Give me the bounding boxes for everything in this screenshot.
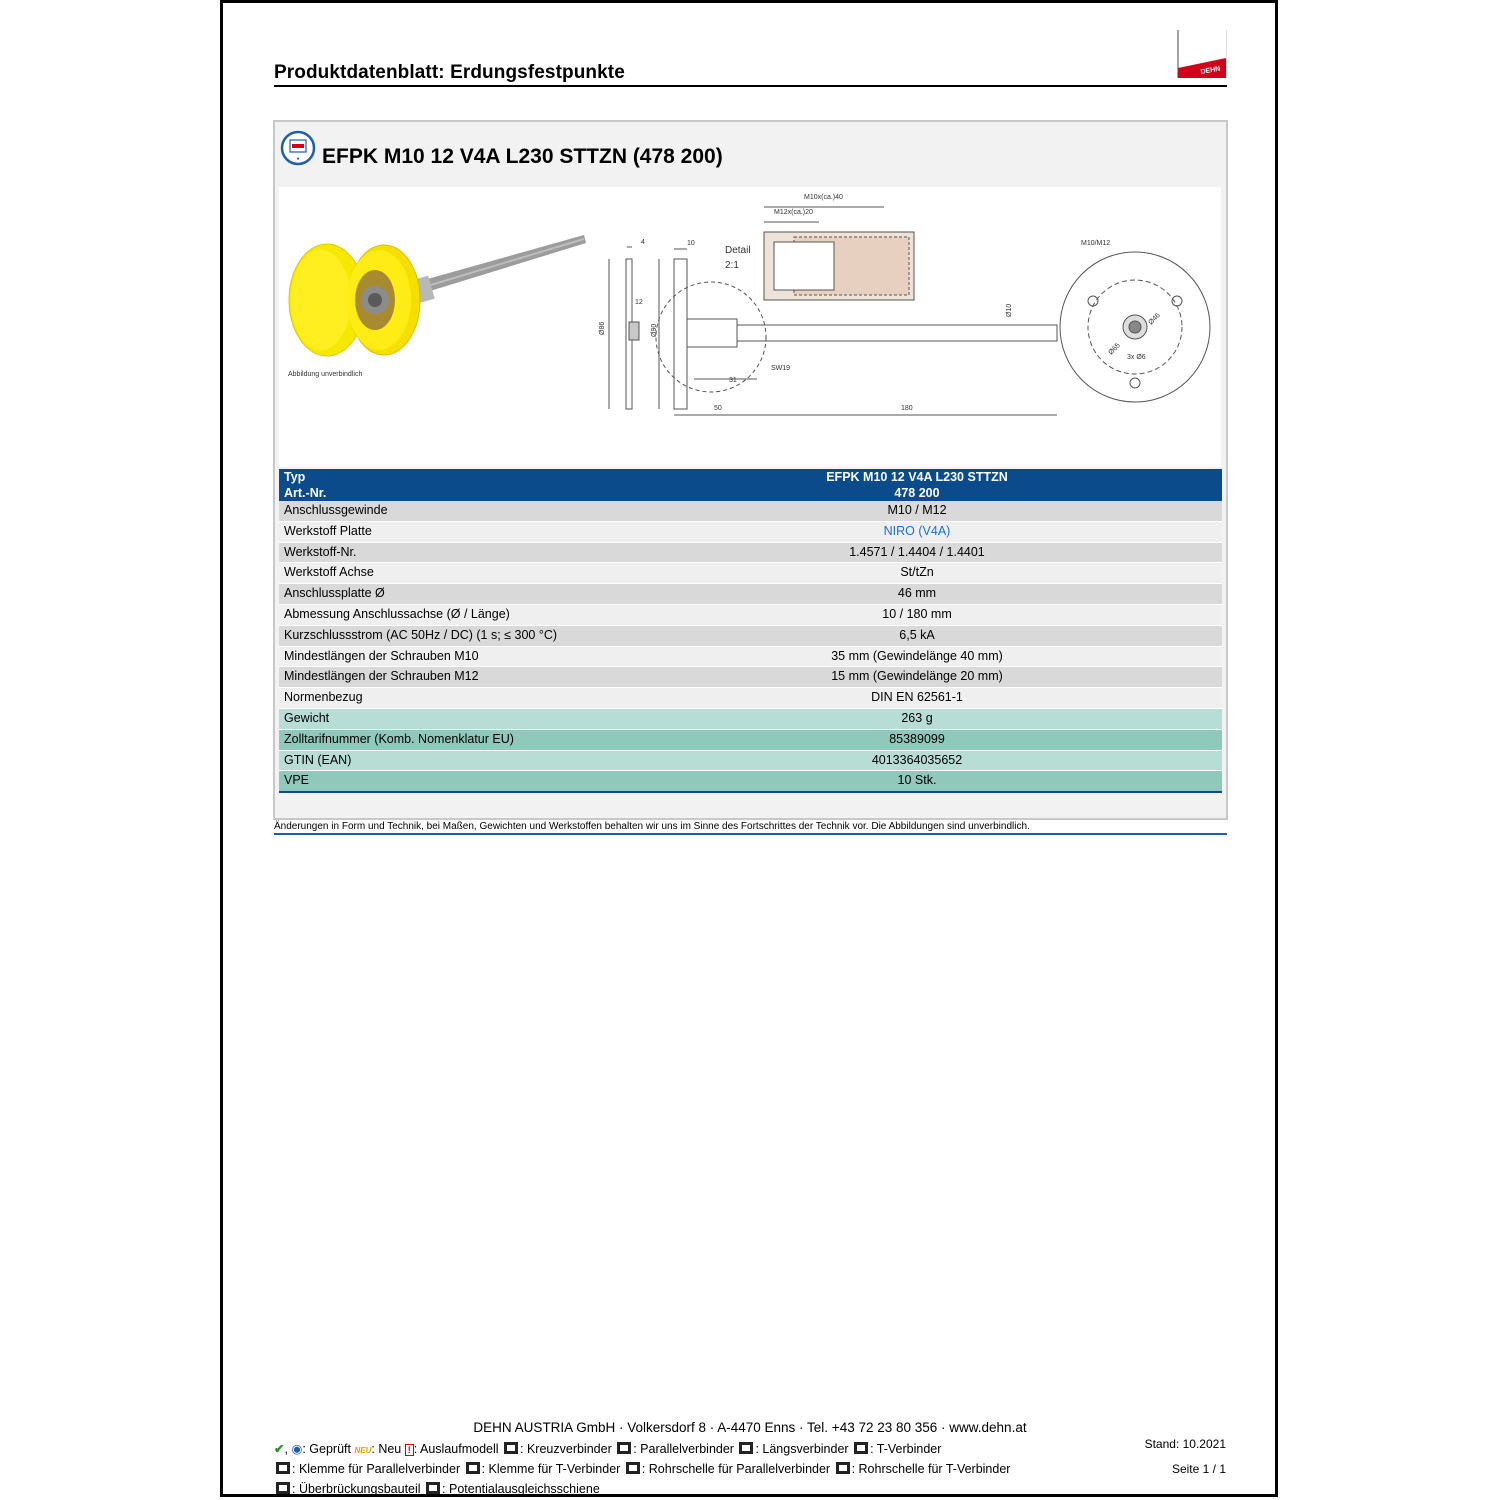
dim-sw19: SW19 xyxy=(771,365,791,372)
footer-page-number: Seite 1 / 1 xyxy=(1171,1462,1226,1476)
technical-drawing-front xyxy=(1060,252,1210,402)
dim-4: 4 xyxy=(641,239,645,246)
table-row xyxy=(279,688,1222,709)
row-value: 4013364035652 xyxy=(612,750,1222,771)
t-connector-icon xyxy=(854,1442,868,1454)
row-value: 6,5 kA xyxy=(612,625,1222,646)
row-value: 35 mm (Gewindelänge 40 mm) xyxy=(612,646,1222,667)
detail-label: Detail xyxy=(725,245,751,256)
table-row xyxy=(279,646,1222,667)
svg-text:●: ● xyxy=(296,156,300,162)
dim-holes: 3x Ø6 xyxy=(1127,354,1146,361)
dim-31: 31 xyxy=(729,377,737,384)
legend-line-2 xyxy=(274,1462,1010,1476)
clamp-t-icon xyxy=(466,1462,480,1474)
discontinued-icon: ! xyxy=(405,1444,414,1456)
row-label: Werkstoff-Nr. xyxy=(279,542,612,563)
dim-m10-m12: M10/M12 xyxy=(1081,240,1111,247)
pipe-clamp-t-icon xyxy=(836,1462,850,1474)
table-row xyxy=(279,625,1222,646)
row-value: 10 / 180 mm xyxy=(612,604,1222,625)
header-value-artnr: 478 200 xyxy=(612,485,1222,501)
row-value: DIN EN 62561-1 xyxy=(612,688,1222,709)
certification-badge-icon xyxy=(280,130,316,166)
legend-parallel: : Parallelverbinder xyxy=(633,1442,734,1456)
table-row xyxy=(279,501,1222,521)
bridging-component-icon xyxy=(276,1482,290,1494)
row-label: Werkstoff Achse xyxy=(279,563,612,584)
row-value: 1.4571 / 1.4404 / 1.4401 xyxy=(612,542,1222,563)
row-value: 263 g xyxy=(612,708,1222,729)
svg-text:DEHN: DEHN xyxy=(1200,65,1221,76)
row-value: M10 / M12 xyxy=(612,501,1222,521)
equipotential-bar-icon xyxy=(426,1482,440,1494)
dim-m12: M12x(ca.)20 xyxy=(774,209,813,216)
disclaimer-text: Änderungen in Form und Technik, bei Maßen, Gewichten und Werkstoffen behalten wir uns im Sinne des Fortschrittes der Technik vor. Die Abbildungen sind unverbindlich. xyxy=(274,821,1030,832)
disclaimer-rule xyxy=(274,833,1227,835)
legend-line-3 xyxy=(274,1482,600,1496)
legend-auslauf: : Auslaufmodell xyxy=(413,1442,499,1456)
table-row xyxy=(279,708,1222,729)
row-label: Mindestlängen der Schrauben M12 xyxy=(279,667,612,688)
legend-klemme-par: : Klemme für Parallelverbinder xyxy=(292,1462,461,1476)
material-link[interactable]: NIRO (V4A) xyxy=(612,521,1222,542)
dim-12: 12 xyxy=(635,299,643,306)
row-value: 46 mm xyxy=(612,584,1222,605)
row-value: 10 Stk. xyxy=(612,771,1222,792)
inline-connector-icon xyxy=(739,1442,753,1454)
detail-scale: 2:1 xyxy=(725,260,739,271)
legend-rohr-par: : Rohrschelle für Parallelverbinder xyxy=(641,1462,831,1476)
table-row xyxy=(279,750,1222,771)
table-row xyxy=(279,771,1222,792)
footer-stand: Stand: 10.2021 xyxy=(1144,1437,1226,1451)
legend-rohr-t: : Rohrschelle für T-Verbinder xyxy=(851,1462,1011,1476)
row-label: Werkstoff Platte xyxy=(279,521,612,542)
product-spec-table xyxy=(279,469,1222,793)
new-badge-icon: NEU xyxy=(354,1446,372,1455)
dehn-logo xyxy=(1177,30,1227,78)
header-label-typ: Typ xyxy=(279,469,612,485)
certified-icon: ◉ xyxy=(291,1442,303,1456)
header-value-typ: EFPK M10 12 V4A L230 STTZN xyxy=(612,469,1222,485)
parallel-connector-icon xyxy=(617,1442,631,1454)
legend-ueberbr: : Überbrückungsbauteil xyxy=(292,1482,421,1496)
clamp-parallel-icon xyxy=(276,1462,290,1474)
checkmark-icon: ✔ xyxy=(274,1442,285,1456)
header-label-artnr: Art.-Nr. xyxy=(279,485,612,501)
legend-line-1: ✔, ◉: Geprüft NEU: Neu ! : Auslaufmodell : Kreuzverbinder : Parallelverbinder : Längsverbinder : T-Verbinder xyxy=(274,1442,942,1456)
table-row xyxy=(279,729,1222,750)
legend-klemme-t: : Klemme für T-Verbinder xyxy=(481,1462,621,1476)
dim-180: 180 xyxy=(901,405,913,412)
row-label: Kurzschlussstrom (AC 50Hz / DC) (1 s; ≤ 300 °C) xyxy=(279,625,612,646)
pipe-clamp-parallel-icon xyxy=(626,1462,640,1474)
row-value: 15 mm (Gewindelänge 20 mm) xyxy=(612,667,1222,688)
legend-potential: : Potentialausgleichsschiene xyxy=(442,1482,600,1496)
title-rule xyxy=(274,85,1227,87)
legend-geprueft: : Geprüft xyxy=(302,1442,351,1456)
row-label: VPE xyxy=(279,771,612,792)
product-title: EFPK M10 12 V4A L230 STTZN (478 200) xyxy=(322,145,723,168)
row-value: 85389099 xyxy=(612,729,1222,750)
technical-drawing-detail xyxy=(764,207,914,300)
legend-neu: : Neu xyxy=(371,1442,402,1456)
dim-phi65: Ø65 xyxy=(1107,342,1122,357)
table-row xyxy=(279,521,1222,542)
footer-company: DEHN AUSTRIA GmbH · Volkersdorf 8 · A-4470 Enns · Tel. +43 72 23 80 356 · www.dehn.at xyxy=(473,1420,1027,1435)
row-label: Anschlussgewinde xyxy=(279,501,612,521)
table-row xyxy=(279,667,1222,688)
cross-connector-icon xyxy=(504,1442,518,1454)
row-label: Abmessung Anschlussachse (Ø / Länge) xyxy=(279,604,612,625)
legend-laengs: : Längsverbinder xyxy=(755,1442,849,1456)
dim-phi46: Ø46 xyxy=(1147,312,1162,327)
row-label: Mindestlängen der Schrauben M10 xyxy=(279,646,612,667)
legend-t: : T-Verbinder xyxy=(870,1442,942,1456)
dim-phi90: Ø90 xyxy=(651,323,658,337)
table-header-row xyxy=(279,485,1222,501)
table-row xyxy=(279,542,1222,563)
table-row xyxy=(279,563,1222,584)
dim-phi10: Ø10 xyxy=(1006,303,1013,317)
document-title: Produktdatenblatt: Erdungsfestpunkte xyxy=(274,62,625,83)
product-photo xyxy=(289,235,586,356)
table-row xyxy=(279,604,1222,625)
product-illustration xyxy=(279,187,1221,467)
row-label: Gewicht xyxy=(279,708,612,729)
table-header-row xyxy=(279,469,1222,485)
image-caption: Abbildung unverbindlich xyxy=(288,371,363,378)
dim-10: 10 xyxy=(687,240,695,247)
dim-m10: M10x(ca.)40 xyxy=(804,194,843,201)
row-label: Zolltarifnummer (Komb. Nomenklatur EU) xyxy=(279,729,612,750)
dim-50: 50 xyxy=(714,405,722,412)
row-label: Anschlussplatte Ø xyxy=(279,584,612,605)
row-value: St/tZn xyxy=(612,563,1222,584)
dim-phi86: Ø86 xyxy=(599,321,606,335)
row-label: Normenbezug xyxy=(279,688,612,709)
row-label: GTIN (EAN) xyxy=(279,750,612,771)
legend-kreuz: : Kreuzverbinder xyxy=(520,1442,612,1456)
table-row xyxy=(279,584,1222,605)
